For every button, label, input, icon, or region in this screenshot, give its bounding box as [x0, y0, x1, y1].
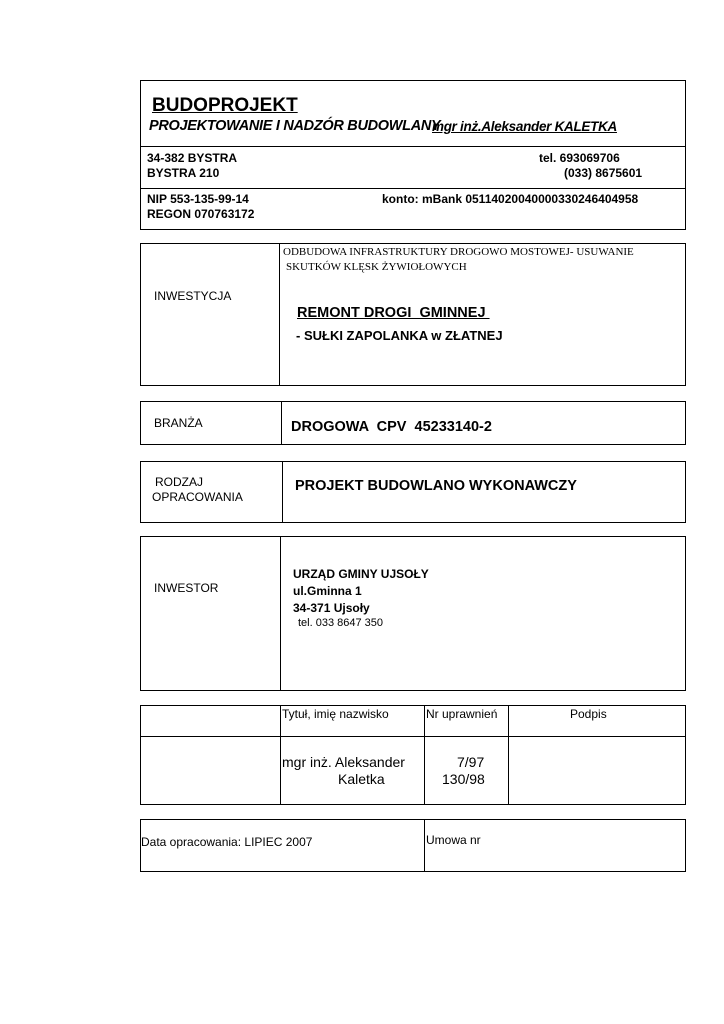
inwestor-city: 34-371 Ujsoły	[293, 601, 370, 615]
company-name: BUDOPROJEKT	[152, 95, 298, 116]
header-divider-2	[140, 188, 686, 189]
inwestycja-divider	[279, 243, 280, 386]
inwestor-street: ul.Gminna 1	[293, 584, 362, 598]
header-divider-1	[140, 146, 686, 147]
inwestycja-desc-line-1: ODBUDOWA INFRASTRUKTURY DROGOWO MOSTOWEJ- USUWANIE	[283, 246, 634, 258]
inwestycja-desc-line-2: SKUTKÓW KLĘSK ŻYWIOŁOWYCH	[286, 261, 467, 273]
inwestor-label: INWESTOR	[154, 581, 219, 595]
inwestor-name: URZĄD GMINY UJSOŁY	[293, 567, 429, 581]
signatures-header-divider	[140, 736, 686, 737]
branza-value: DROGOWA CPV 45233140-2	[291, 419, 492, 435]
rodzaj-divider	[282, 461, 283, 523]
preparation-date: Data opracowania: LIPIEC 2007	[141, 835, 313, 849]
license-number-1: 7/97	[457, 754, 485, 770]
signatures-col-divider-2	[424, 705, 425, 805]
phone-line-1: tel. 693069706	[539, 151, 620, 165]
regon-number: REGON 070763172	[147, 207, 255, 221]
nip-number: NIP 553-135-99-14	[147, 192, 249, 206]
rodzaj-label-line-1: RODZAJ	[155, 475, 203, 489]
project-subtitle: - SUŁKI ZAPOLANKA w ZŁATNEJ	[296, 328, 503, 343]
phone-line-2: (033) 8675601	[564, 166, 643, 180]
signatures-col-divider-1	[280, 705, 281, 805]
bank-account: konto: mBank 05114020040000330246404958	[382, 192, 639, 206]
signatures-header-signature: Podpis	[570, 707, 607, 721]
address-line-2: BYSTRA 210	[147, 166, 220, 180]
rodzaj-value: PROJEKT BUDOWLANO WYKONAWCZY	[295, 478, 577, 494]
branza-divider	[281, 401, 282, 445]
inwestor-box	[140, 536, 686, 691]
signatures-col-divider-3	[508, 705, 509, 805]
company-owner: mgr inż.Aleksander KALETKA	[432, 119, 617, 134]
company-subtitle: PROJEKTOWANIE I NADZÓR BUDOWLANY	[149, 118, 441, 134]
address-line-1: 34-382 BYSTRA	[147, 151, 238, 165]
inwestor-divider	[280, 536, 281, 691]
signer-name-line-1: mgr inż. Aleksander	[282, 754, 405, 770]
contract-number: Umowa nr	[426, 833, 481, 847]
signatures-header-name: Tytuł, imię nazwisko	[282, 707, 389, 721]
footer-divider	[424, 819, 425, 872]
project-title: REMONT DROGI GMINNEJ	[297, 305, 490, 321]
signer-name-line-2: Kaletka	[338, 771, 385, 787]
branza-label: BRANŻA	[154, 416, 203, 430]
license-number-2: 130/98	[442, 771, 485, 787]
inwestor-phone: tel. 033 8647 350	[298, 617, 384, 629]
inwestycja-label: INWESTYCJA	[154, 289, 232, 303]
signatures-header-nr: Nr uprawnień	[426, 707, 498, 721]
rodzaj-label-line-2: OPRACOWANIA	[152, 490, 243, 504]
